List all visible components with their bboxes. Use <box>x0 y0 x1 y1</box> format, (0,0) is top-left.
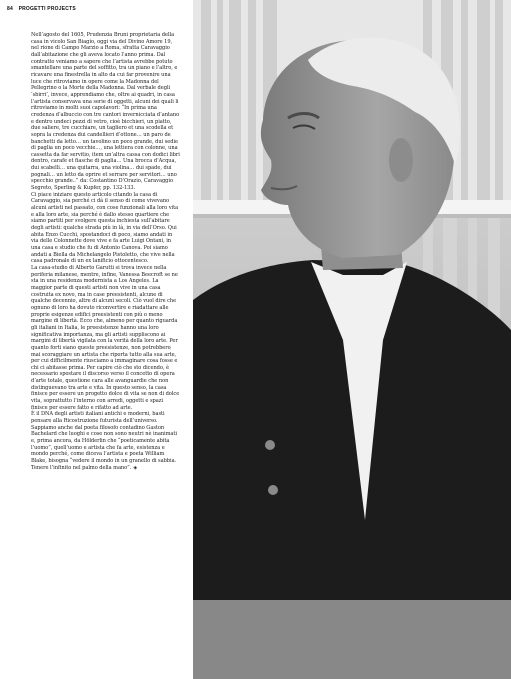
article-paragraph-3: La casa-studio di Alberto Garutti si trova invece nella periferia milanese, mentre, infine, Vanessa Beecroft se ne sta in una residenza modernista a Los Angeles. La maggior parte di questi artisti non vive in una casa costruita ex novo, ma in case preesistenti, alcune di qualche decennio, altre di alcuni secoli. Ciò vuol dire che ognuno di loro ha dovuto riconvertire e riadattare alle proprie esigenze edifici preesistenti con più o meno margine di libertà. Ecco che, almeno per quanto riguarda gli italiani in Italia, le preesistenze hanno una loro significativa importanza, ma gli artisti suppliscono ai margini di libertà vigilata con la verità della loro arte. Per quanto forti siano queste preesistenze, non potrebbero mai scoraggiare un artista che riporta tutto alla sua arte, per cui difficilmente riusciamo a immaginare cosa fosse e chi ci abitasse prima. Per capire ciò che sto dicendo, è necessario spostare il discorso verso il concetto di opera d’arte totale, questione cara alle avanguardie che non distinguevano tra arte e vita. In questo senso, la casa finisce per essere un progetto dolce di vita se non di dolce vita, soprattutto l’interno con arredi, oggetti e spazi finisce per essere fatto e rifatto ad arte. <box>31 264 180 411</box>
foreground-table <box>193 600 511 679</box>
section-label: PROGETTI PROJECTS <box>18 6 76 12</box>
article-paragraph-4-text: È il DNA degli artisti italiani antichi e moderni, basti pensare alla Ricostruzione futurista dell’universo. Sappiamo anche dal poeta filosofo contadino Gaston Bachelard che luoghi e cose non sono neutri nè inanimati e, prima ancora, da Hölderlin che “poeticamente abita l’uomo”, quell’uomo e artista che fa arte, esistenza e mondo perché, come diceva l’artista e poeta William Blake, bisogna “vedere il mondo in un granello di sabbia. Tenere l’infinito nel palmo della mano”. <box>31 411 177 471</box>
page-number: 84 <box>7 6 13 12</box>
article-paragraph-4 <box>31 411 181 471</box>
sweater-button <box>265 440 275 450</box>
article-paragraph-2: Ci piace iniziare questo articolo citando la casa di Caravaggio, sia perché ci dà il senso di come vivevano alcuni artisti nel passato, con cose funzionali alla loro vita e alla loro arte, sia perché è dallo stesso quartiere che siamo partiti per svolgere questa inchiesta sull’abitare degli artisti: qualche strada più in là, in via dell’Orso. Qui abita Enzo Cucchi, spostandoci di poco, siamo andati in via delle Colonnette dove vive e fa arte Luigi Ontani, in una casa e studio che fu di Antonio Canova. Poi siamo andati a Biella da Michelangelo Pistoletto, che vive nella casa padronale di un ex lanificio ottocentesco. <box>31 191 179 265</box>
running-header <box>7 6 76 12</box>
end-of-article-mark: ◈ <box>133 464 138 471</box>
article-paragraph-1: Nell’agosto del 1605, Prudenzia Bruni proprietaria della casa in vicolo San Biagio, oggi via del Divino Amore 19, nel rione di Campo Marzio a Roma, sfratta Caravaggio dall’abitazione che gli aveva locato l’anno prima. Dal contratto veniamo a sapere che l’artista avrebbe potuto smantellare una parte del soffitto, tra un piano e l’altro, e ricavare una finestrella in alto da cui far provenire una luce che ritroviamo in opere come la Madonna del Pellegrino o la Morte della Madonna. Dal verbale degli ‘sbirri’, invece, apprendiamo che, oltre ai quadri, in casa l’artista conservava una serie di oggetti, alcuni dei quali li ritroviamo in molti suoi capolavori: “In prima una credenza d’albuccio con tre cantori invernicciata d’antano e dentro undeci pezzi di vetro, cioè bicchieri, un piatto, due saliere, tre cucchiare, un tagliero et una scodella et sopra la credenza dui candellieri d’ottone… un paro de banchetti da letto… un tavolino un poco grande, dui sedie di paglia un poco vecchie…, una lettiera con colonne, una cassetta da far servitio, item un’altra cassa con dodici libri dentro, carafe et fiasche di paglia… Una brocca d’Acqua, dui scabelli… una quitarra, una violina… dui spade, dui pognali… un letto da oprire et serrare per servitori… uno specchio grande..” da: Costantino D’Orazio, Caravaggio Segreto, Sperling & Kupfer, pp. 132-133. <box>31 32 180 192</box>
sweater-button <box>268 485 278 495</box>
article-body <box>31 32 181 471</box>
portrait-photo-illustration <box>193 0 511 679</box>
ear <box>389 138 413 182</box>
portrait-photo <box>193 0 511 679</box>
